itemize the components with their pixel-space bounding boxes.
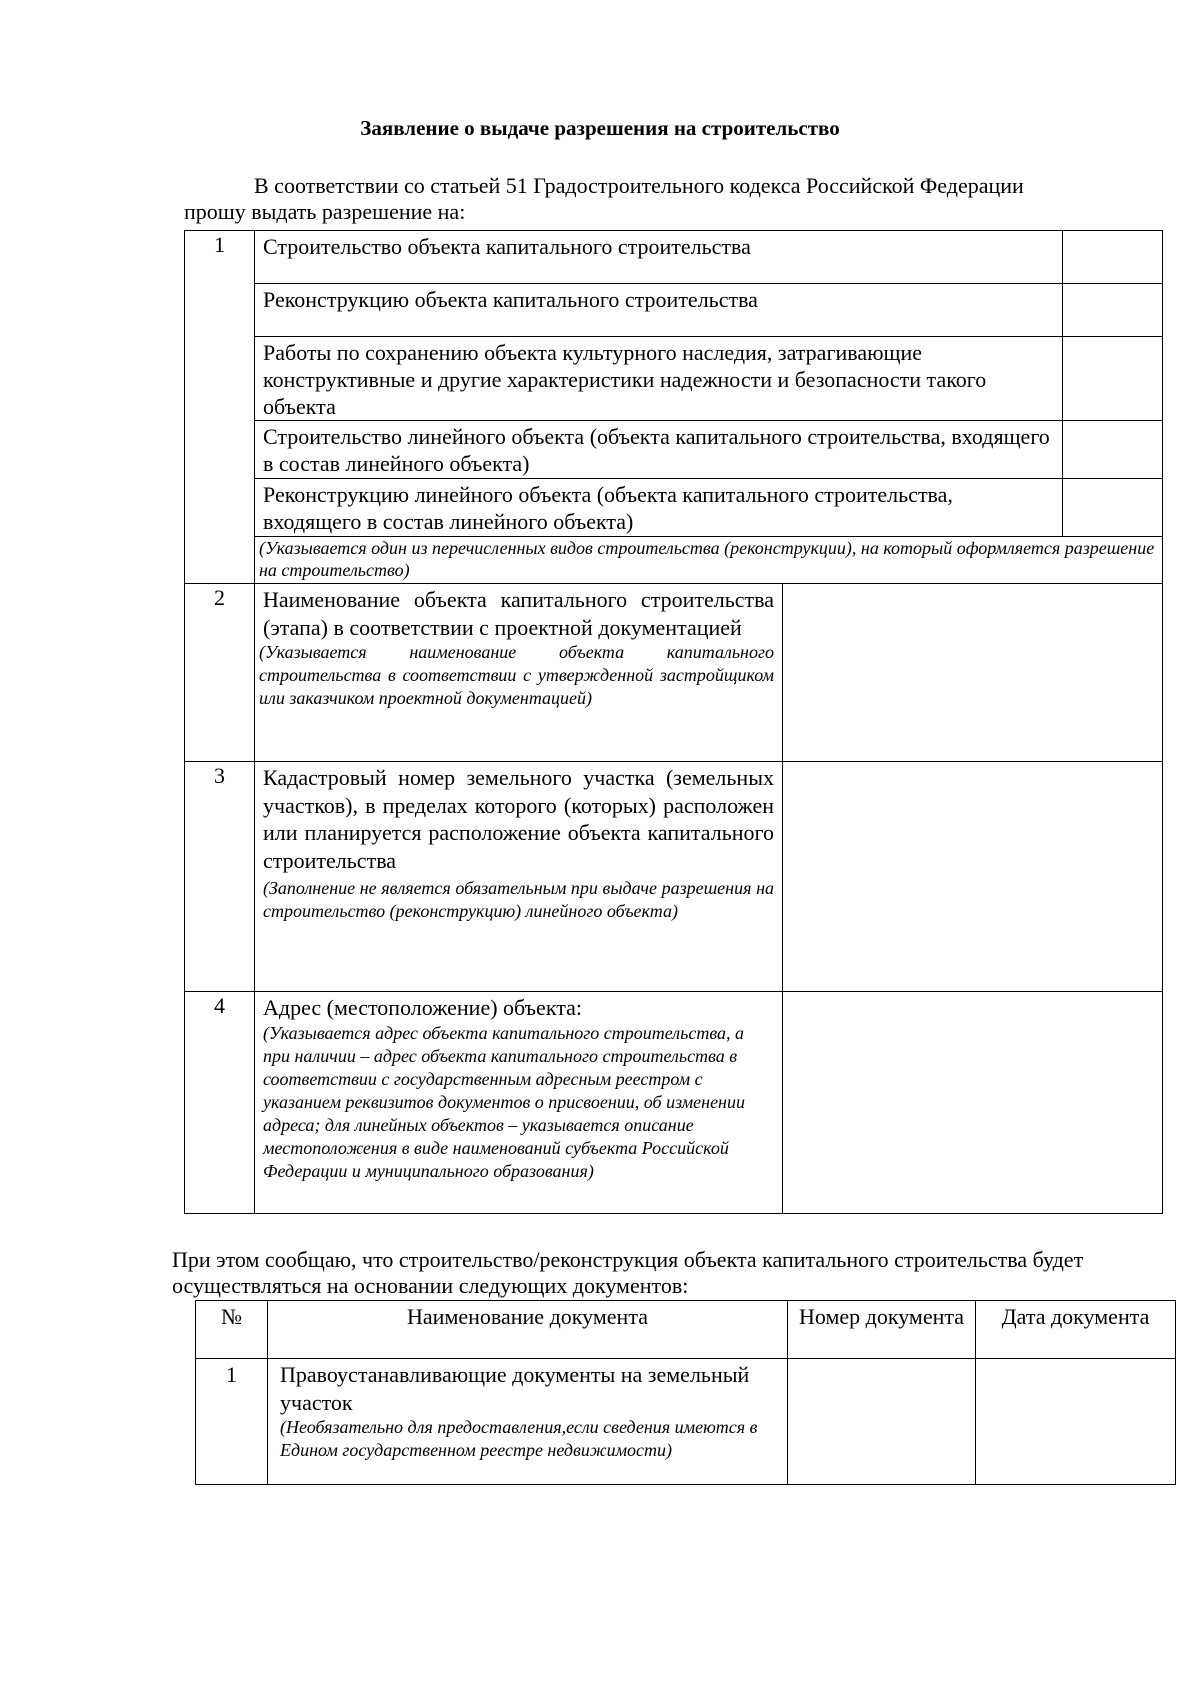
column-header-date: Дата документа: [976, 1301, 1176, 1359]
intro-line-2: прошу выдать разрешение на:: [184, 199, 466, 224]
documents-table: [195, 1300, 1176, 1485]
row-number: 1: [185, 231, 255, 584]
row-number: 3: [185, 762, 255, 992]
intro-text: [184, 173, 1124, 225]
table-row: [185, 537, 1163, 584]
object-name-value[interactable]: [783, 584, 1163, 762]
document-name: Правоустанавливающие документы на земельный участок: [280, 1362, 750, 1415]
column-header-number: Номер документа: [788, 1301, 976, 1359]
table-row: [185, 762, 1163, 992]
document-note: (Необязательно для предоставления,если сведения имеются в Едином государственном реестре недвижимости): [280, 1417, 758, 1460]
table-row: [185, 231, 1163, 284]
field-label-text: Наименование объекта капитального строительства (этапа) в соответствии с проектной документацией: [263, 587, 774, 640]
page-title: Заявление о выдаче разрешения на строительство: [360, 116, 840, 140]
field-label-text: Адрес (местоположение) объекта:: [263, 995, 582, 1020]
documents-intro: При этом сообщаю, что строительство/реконструкция объекта капитального строительства будет осуществляться на основании следующих документов:: [172, 1247, 1084, 1298]
option-label: Реконструкцию объекта капитального строительства: [255, 284, 1063, 337]
document-name-cell: [268, 1359, 788, 1485]
table-row: [196, 1359, 1176, 1485]
column-header-name: Наименование документа: [268, 1301, 788, 1359]
row-number: 1: [196, 1359, 268, 1485]
cadastral-number-value[interactable]: [783, 762, 1163, 992]
table-row: [185, 584, 1163, 762]
row-number: 2: [185, 584, 255, 762]
option-mark-cell[interactable]: [1063, 421, 1163, 479]
option-label: Реконструкцию линейного объекта (объекта капитального строительства, входящего в состав линейного объекта): [255, 479, 1063, 537]
field-label-address: [255, 992, 783, 1214]
document-date-value[interactable]: [976, 1359, 1176, 1485]
address-value[interactable]: [783, 992, 1163, 1214]
option-mark-cell[interactable]: [1063, 479, 1163, 537]
table-row: [185, 337, 1163, 421]
option-mark-cell[interactable]: [1063, 337, 1163, 421]
table-row: [185, 479, 1163, 537]
field-note: (Указывается наименование объекта капитального строительства в соответствии с утвержденной застройщиком или заказчиком проектной документацией): [259, 642, 774, 708]
row-number: 4: [185, 992, 255, 1214]
option-mark-cell[interactable]: [1063, 231, 1163, 284]
field-note: (Указывается адрес объекта капитального строительства, а при наличии – адрес объекта капитального строительства в соответствии с государственным адресным реестром с указанием реквизитов документов о присвоении, об изменении адреса; для линейных объектов – указывается описание местоположения в виде наименований субъекта Российской Федерации и муниципального образования): [263, 1022, 745, 1181]
document-number-value[interactable]: [788, 1359, 976, 1485]
field-label-cadastral: [255, 762, 783, 992]
table-row: [185, 421, 1163, 479]
option-mark-cell[interactable]: [1063, 284, 1163, 337]
table-row: [185, 992, 1163, 1214]
field-note: (Заполнение не является обязательным при выдаче разрешения на строительство (реконструкцию) линейного объекта): [263, 878, 774, 921]
row-note: (Указывается один из перечисленных видов строительства (реконструкции), на который оформляется разрешение на строительство): [255, 537, 1163, 584]
option-label: Строительство объекта капитального строительства: [255, 231, 1063, 284]
table-row: [185, 284, 1163, 337]
table-header-row: [196, 1301, 1176, 1359]
field-label-text: Кадастровый номер земельного участка (земельных участков), в пределах которого (которых) расположен или планируется расположение объекта капитального строительства: [263, 765, 774, 873]
option-label: Работы по сохранению объекта культурного наследия, затрагивающие конструктивные и другие характеристики надежности и безопасности такого объекта: [255, 337, 1063, 421]
field-label-object-name: [255, 584, 783, 762]
intro-line-1: В соответствии со статьей 51 Градостроительного кодекса Российской Федерации: [254, 173, 1024, 198]
permit-request-table: [184, 230, 1163, 1214]
column-header-num: №: [196, 1301, 268, 1359]
option-label: Строительство линейного объекта (объекта капитального строительства, входящего в состав линейного объекта): [255, 421, 1063, 479]
